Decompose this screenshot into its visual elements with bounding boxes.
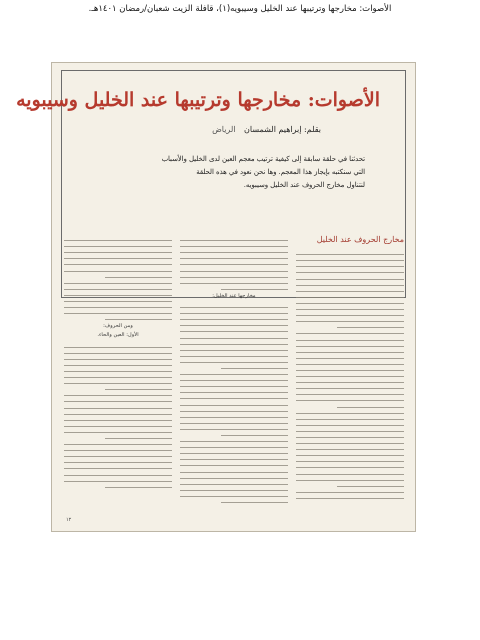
column-subhead: ومن الحروف: (103, 323, 133, 330)
article-title: الأصوات: مخارجها وترتيبها عند الخليل وسيبويه (16, 89, 380, 111)
column-subhead: مخارجها عند الخليل: (212, 292, 256, 299)
author-name: بقلم: إبراهيم الشمسان (244, 125, 321, 134)
scanned-page (16, 62, 416, 532)
text-line (105, 314, 172, 320)
page-caption: الأصوات: مخارجها وترتيبها عند الخليل وسيبويه(١)، قافلة الزيت شعبان/رمضان ١٤٠١هـ. (88, 4, 392, 14)
article-column-right (296, 235, 404, 515)
article-column-left (64, 235, 172, 515)
text-line (105, 482, 172, 488)
column-subhead: الأول: العين والحاء. (97, 332, 139, 339)
abstract-line: تحدثنا في حلقة سابقة إلى كيفية ترتيب معجم العين لدى الخليل والأسباب (161, 155, 365, 163)
page-number: ١٢ (66, 517, 72, 523)
article-body (64, 235, 404, 515)
text-line (296, 493, 404, 499)
article-byline (212, 125, 321, 134)
text-line (221, 284, 288, 290)
author-location: الرياض (212, 125, 236, 134)
text-line (221, 497, 288, 503)
abstract-line: لنتناول مخارج الحروف عند الخليل وسيبويه. (243, 181, 365, 189)
article-abstract (145, 153, 365, 192)
section-heading: مخارج الحروف عند الخليل (316, 235, 404, 244)
abstract-line: التي سنكتبه بإيجاز هذا المعجم. وها نحن نعود في هذه الحلقة (196, 168, 365, 176)
article-column-middle (180, 235, 288, 515)
